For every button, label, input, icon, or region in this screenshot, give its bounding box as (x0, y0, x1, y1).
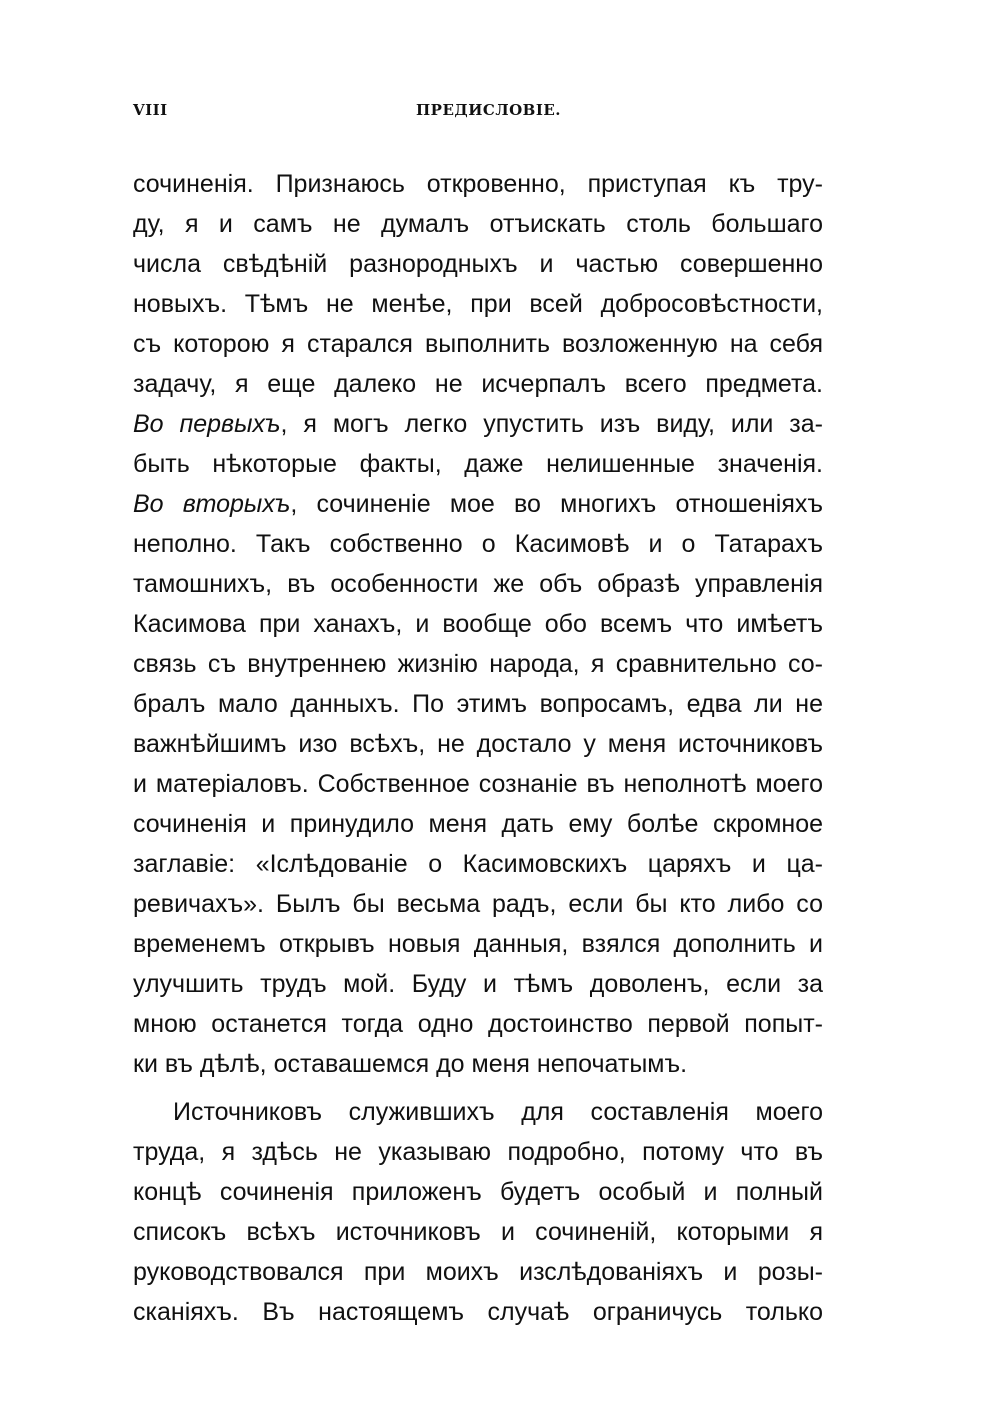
page-number: VIII (133, 101, 168, 119)
running-head (133, 101, 823, 125)
text-line: сочиненія и принудило меня дать ему болѣе скромное (133, 810, 823, 838)
text-line: заглавіе: «Іслѣдованіе о Касимовскихъ царяхъ и ца- (133, 850, 823, 878)
text-line: ду, я и самъ не думалъ отъискать столь большаго (133, 210, 823, 238)
body-text (133, 164, 823, 1332)
paragraph-1 (133, 164, 823, 1084)
text-line: мною останется тогда одно достоинство первой попыт- (133, 1010, 823, 1038)
italic-phrase: Во вторыхъ (133, 490, 291, 518)
text-line: Источниковъ служившихъ для составленія моего (173, 1098, 823, 1126)
text-line: ки въ дѣлѣ, оставашемся до меня непочатымъ. (133, 1050, 688, 1078)
text-span: , я могъ легко упустить изъ виду, или за- (280, 410, 823, 438)
text-line: руководствовался при моихъ изслѣдованіяхъ и розы- (133, 1258, 823, 1286)
text-line: числа свѣдѣній разнородныхъ и частью совершенно (133, 250, 823, 278)
text-line: связь съ внутреннею жизнію народа, я сравнительно со- (133, 650, 823, 678)
text-span: , сочиненіе мое во многихъ отношеніяхъ (290, 490, 823, 518)
text-line: концѣ сочиненія приложенъ будетъ особый и полный (133, 1178, 823, 1206)
text-line: временемъ открывъ новыя данныя, взялся дополнить и (133, 930, 823, 958)
text-line (133, 484, 823, 524)
text-line: задачу, я еще далеко не исчерпалъ всего предмета. (133, 370, 823, 398)
text-line: важнѣйшимъ изо всѣхъ, не достало у меня источниковъ (133, 730, 823, 758)
text-line: бралъ мало данныхъ. По этимъ вопросамъ, едва ли не (133, 690, 823, 718)
text-line: ревичахъ». Былъ бы весьма радъ, если бы кто либо со (133, 890, 823, 918)
text-line: сочиненія. Признаюсь откровенно, приступая къ тру- (133, 170, 823, 198)
italic-phrase: Во первыхъ (133, 410, 281, 438)
text-line: и матеріаловъ. Собственное сознаніе въ неполнотѣ моего (133, 770, 823, 798)
text-line: сканіяхъ. Въ настоящемъ случаѣ ограничусь только (133, 1298, 823, 1326)
text-line: улучшить трудъ мой. Буду и тѣмъ доволенъ, если за (133, 970, 823, 998)
text-line (133, 404, 823, 444)
page-title: ПРЕДИСЛОВІЕ. (416, 101, 562, 119)
text-line: съ которою я старался выполнить возложенную на себя (133, 330, 823, 358)
text-line: Касимова при ханахъ, и вообще обо всемъ что имѣетъ (133, 610, 823, 638)
paragraph-gap (133, 1084, 823, 1092)
text-line: новыхъ. Тѣмъ не менѣе, при всей добросовѣстности, (133, 290, 823, 318)
text-line: тамошнихъ, въ особенности же объ образѣ управленія (133, 570, 823, 598)
text-line: труда, я здѣсь не указываю подробно, потому что въ (133, 1138, 823, 1166)
paragraph-2 (133, 1092, 823, 1332)
text-line: списокъ всѣхъ источниковъ и сочиненій, которыми я (133, 1218, 823, 1246)
text-line: быть нѣкоторые факты, даже нелишенные значенія. (133, 450, 823, 478)
text-line: неполно. Такъ собственно о Касимовѣ и о Татарахъ (133, 530, 823, 558)
